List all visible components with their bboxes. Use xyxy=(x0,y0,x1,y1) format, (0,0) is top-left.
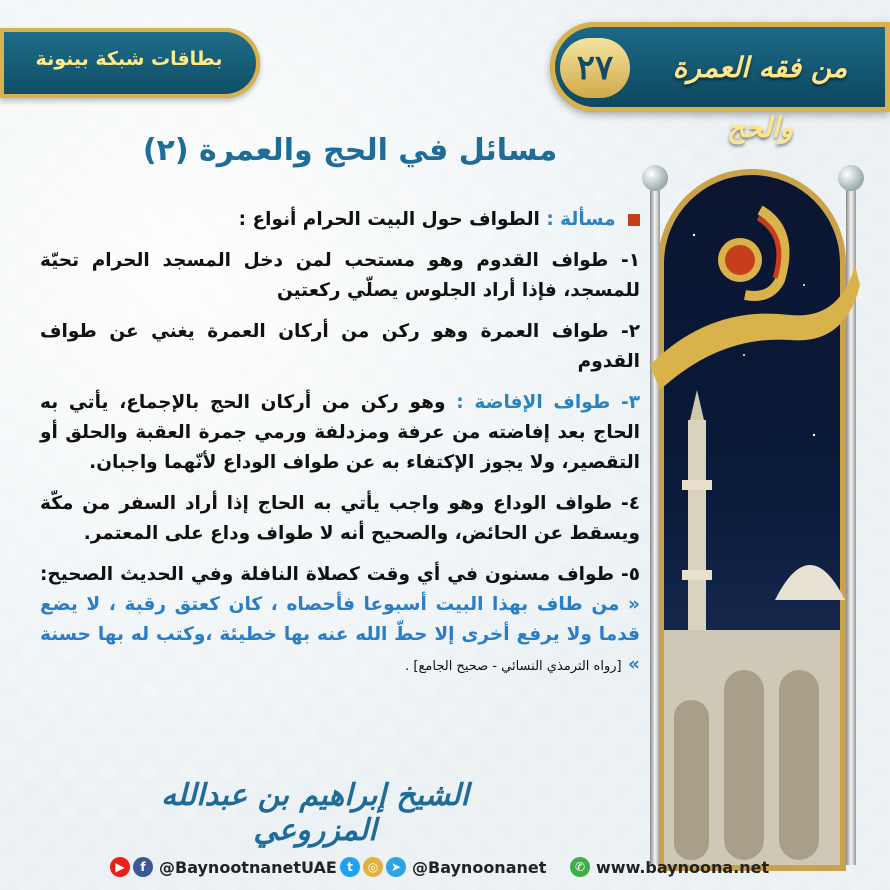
footer-website[interactable] xyxy=(570,857,769,877)
rod-cap-icon xyxy=(642,165,668,191)
item-5-text: ٥- طواف مسنون في أي وقت كصلاة النافلة وفي الحديث الصحيح: xyxy=(40,564,640,585)
intro-paragraph xyxy=(40,205,640,235)
content-body xyxy=(40,205,640,693)
handle-net[interactable]: @Baynoonanet xyxy=(412,857,547,877)
item-3 xyxy=(40,388,640,478)
author-signature: الشيخ إبراهيم بن عبدالله المزروعي xyxy=(161,778,469,848)
baynoona-logo-icon xyxy=(700,200,810,310)
hadith-source: [رواه الترمذي النسائي - صحيح الجامع] . xyxy=(405,659,622,674)
facebook-icon[interactable]: f xyxy=(133,857,153,877)
handle-uae[interactable]: @BaynootnanetUAE xyxy=(159,857,337,877)
intro-label: مسألة : xyxy=(546,209,616,230)
rod-cap-icon xyxy=(838,165,864,191)
hadith-text: « من طاف بهذا البيت أسبوعا فأحصاه ، كان كعتق رقبة ، لا يضع قدما ولا يرفع أخرى إلا حطّ الله عنه بها خطيئة ،وكتب له بها حسنة » xyxy=(40,594,640,675)
bullet-square-icon xyxy=(628,214,640,226)
whatsapp-icon[interactable]: ✆ xyxy=(570,857,590,877)
item-4: ٤- طواف الوداع وهو واجب يأتي به الحاج إذا أراد السفر من مكّة ويسقط عن الحائض، والصحيح أنه لا طواف وداع على المعتمر. xyxy=(40,493,640,544)
instagram-icon[interactable]: ◎ xyxy=(363,857,383,877)
left-banner-text: بطاقات شبكة بينونة xyxy=(35,48,223,70)
item-3-label: ٣- طواف الإفاضة : xyxy=(456,392,640,413)
footer xyxy=(0,845,890,890)
intro-text: الطواف حول البيت الحرام أنواع : xyxy=(238,209,540,230)
youtube-icon[interactable]: ▶ xyxy=(110,857,130,877)
footer-uae-social[interactable] xyxy=(110,857,337,877)
item-2: ٢- طواف العمرة وهو ركن من أركان العمرة يغني عن طواف القدوم xyxy=(40,321,640,372)
telegram-icon[interactable]: ➤ xyxy=(386,857,406,877)
item-1: ١- طواف القدوم وهو مستحب لمن دخل المسجد الحرام تحيّة للمسجد، فإذا أراد الجلوس يصلّي ركعتين xyxy=(40,250,640,301)
website-link[interactable]: www.baynoona.net xyxy=(596,857,770,877)
series-title: من فقه العمرة والحج xyxy=(672,51,848,144)
item-3-text: وهو ركن من أركان الحج بالإجماع، يأتي به الحاج بعد إفاضته من عرفة ومزدلفة ورمي جمرة العقبة والحلق أو التقصير، ولا يجوز الإكتفاء به عن طواف الوداع لأنّهما واجبان. xyxy=(40,392,640,473)
footer-net-social[interactable] xyxy=(340,857,546,877)
mosque-building-icon xyxy=(664,590,840,865)
twitter-icon[interactable]: t xyxy=(340,857,360,877)
card-number: ٢٧ xyxy=(560,38,630,98)
item-5 xyxy=(40,560,640,682)
page-title: مسائل في الحج والعمرة (٢) xyxy=(142,133,558,168)
